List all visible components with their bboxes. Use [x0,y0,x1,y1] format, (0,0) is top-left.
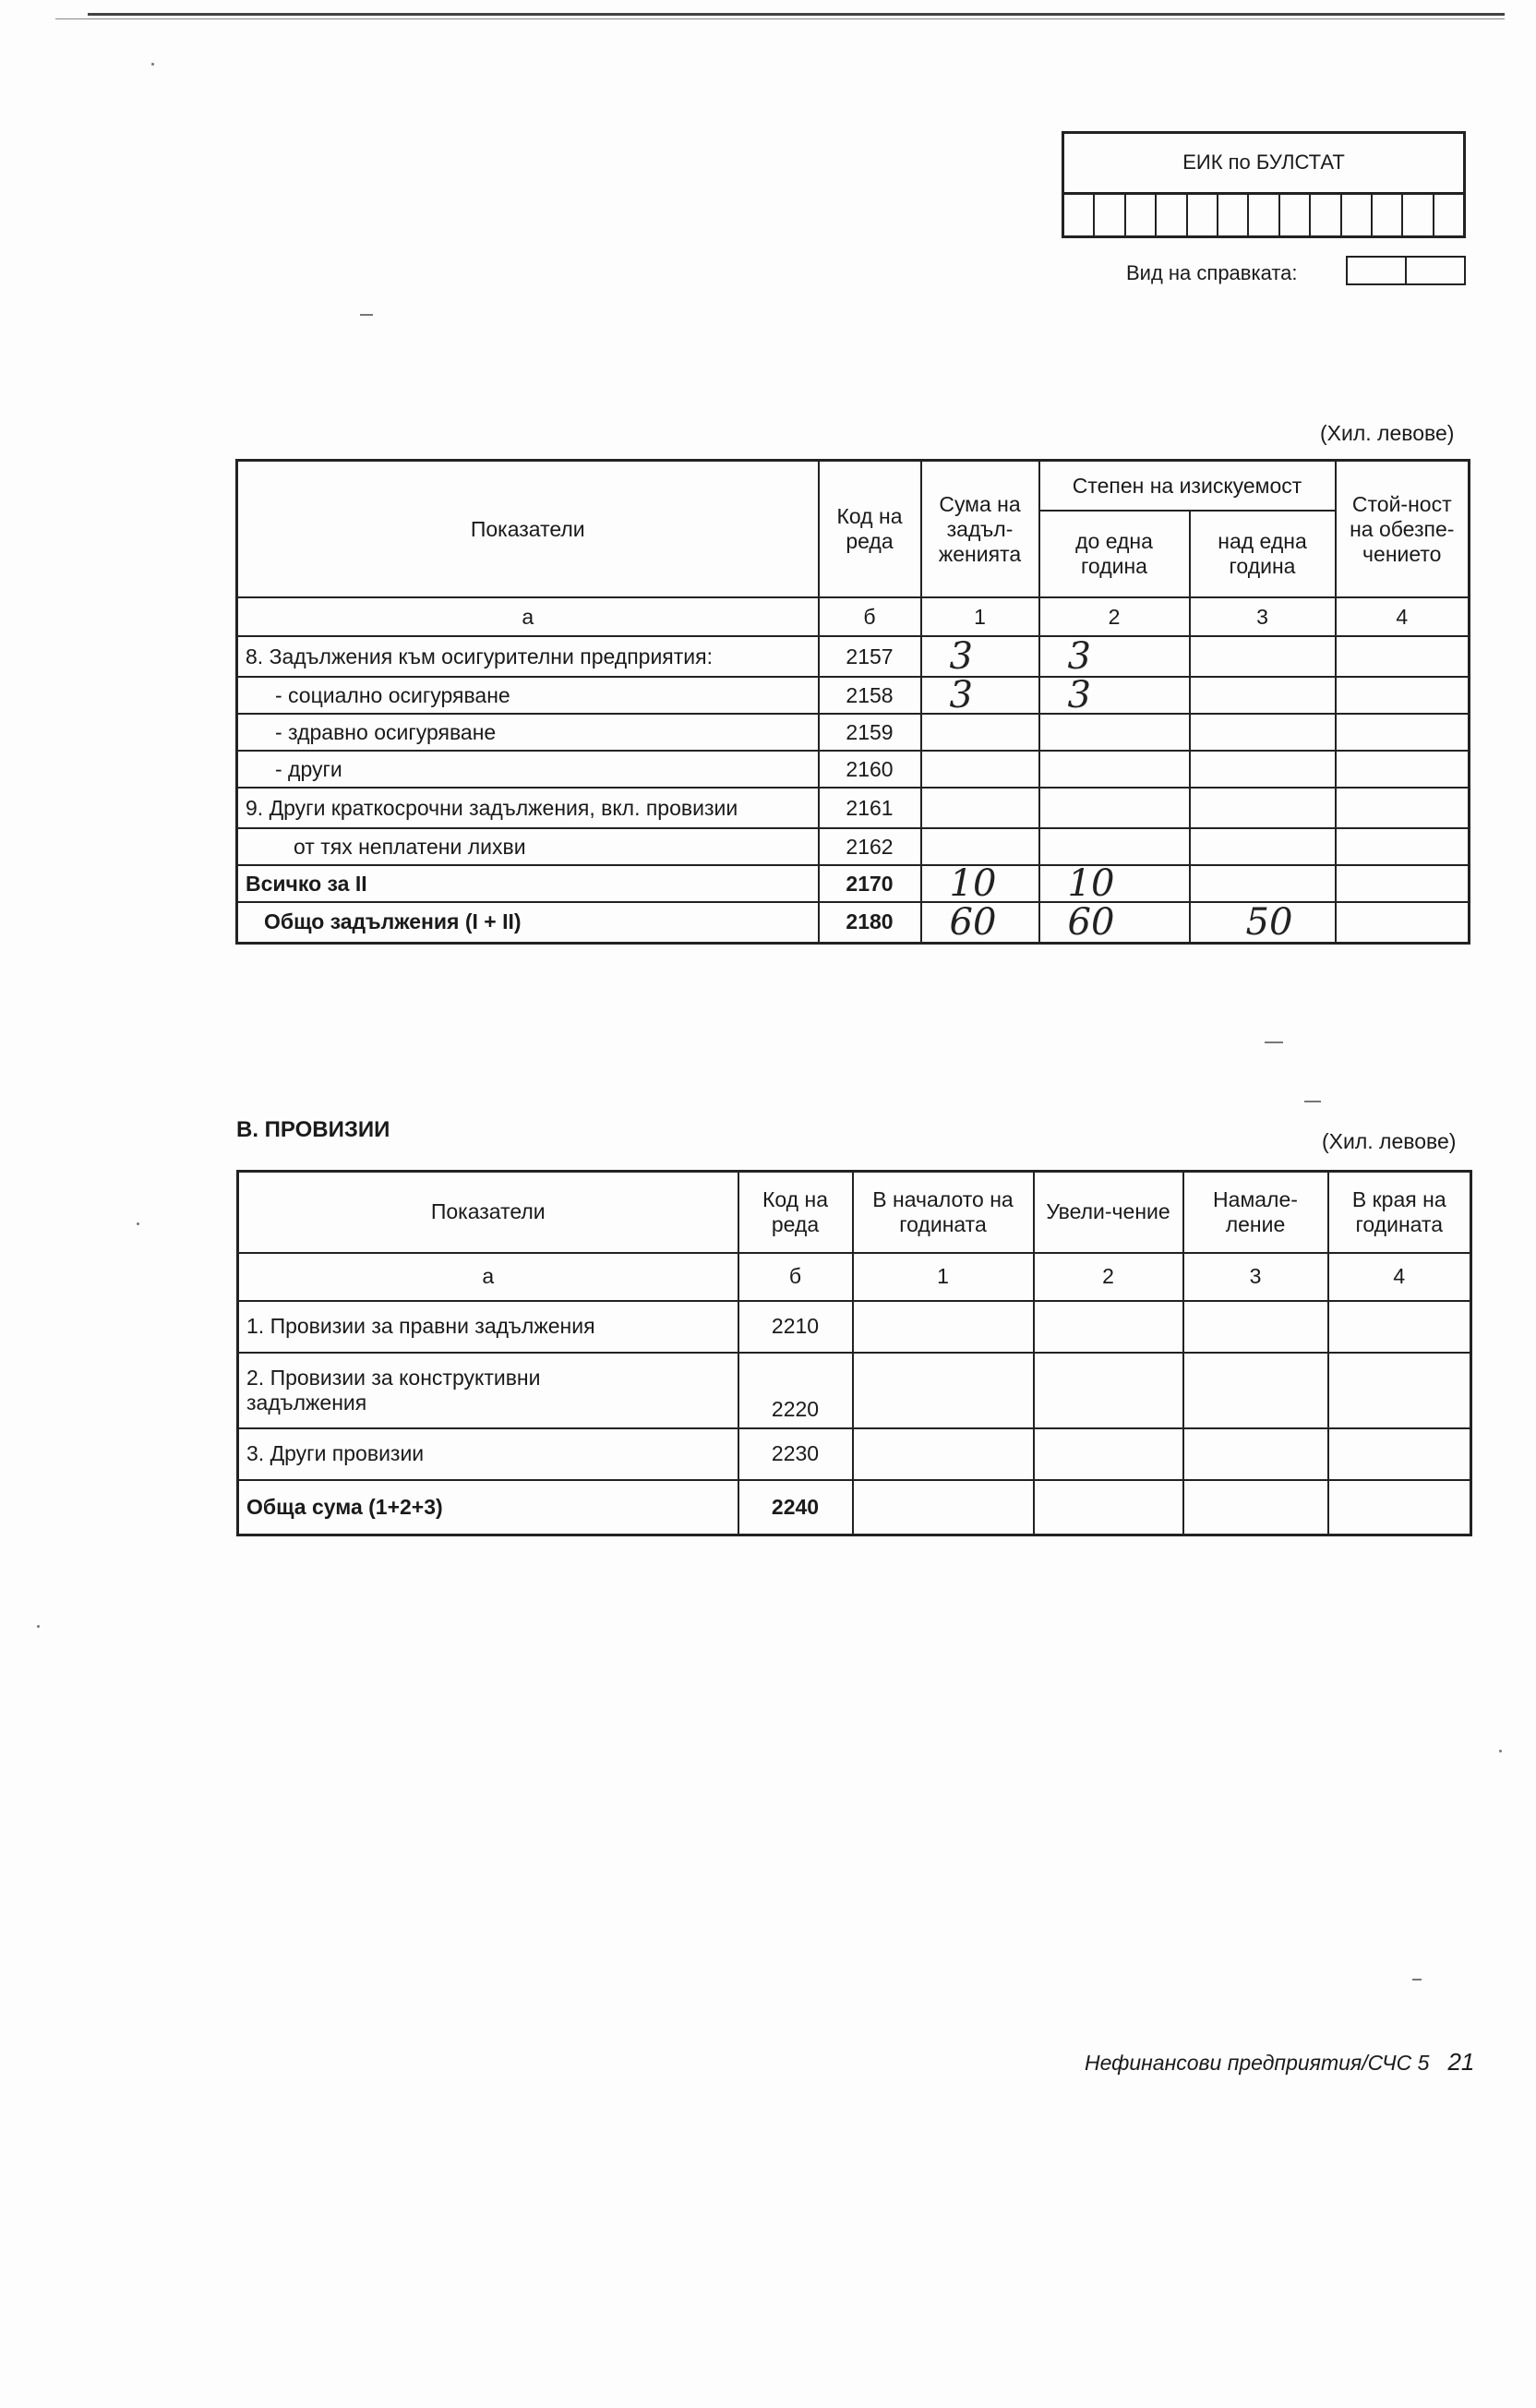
row-over-year[interactable] [1190,828,1336,865]
col-label: 2 [1039,597,1190,636]
row-over-year[interactable] [1190,788,1336,828]
row-code: 2157 [819,636,921,677]
header-indicators: Показатели [237,461,819,598]
row-sum[interactable] [921,751,1039,788]
row-collateral[interactable] [1336,714,1470,751]
row-label: 3. Други провизии [238,1428,738,1480]
row-over-year[interactable] [1190,714,1336,751]
row-end[interactable] [1328,1428,1471,1480]
row-label: - социално осигуряване [237,677,819,714]
table-row [237,677,1470,714]
col-label: 3 [1190,597,1336,636]
header-up-to-year: до една година [1039,511,1190,597]
scan-speck [37,1625,40,1628]
row-end[interactable] [1328,1353,1471,1428]
table1-unit: (Хил. левове) [1320,421,1455,445]
row-up-to-year[interactable] [1039,751,1190,788]
row-decrease[interactable] [1183,1301,1328,1353]
scan-speck [1265,1041,1283,1043]
header-collateral: Стой-ност на обезпе-чението [1336,461,1470,598]
table-row [238,1301,1471,1353]
header-end: В края на годината [1328,1172,1471,1253]
eik-box [1062,131,1466,238]
scan-speck [137,1222,139,1225]
row-decrease[interactable] [1183,1428,1328,1480]
row-sum[interactable] [921,714,1039,751]
col-label: а [237,597,819,636]
row-up-to-year[interactable]: 60 [1039,902,1190,943]
row-code: 2160 [819,751,921,788]
table-row [238,1480,1471,1535]
row-over-year[interactable] [1190,865,1336,902]
row-label: 9. Други краткосрочни задължения, вкл. провизии [237,788,819,828]
row-label: - други [237,751,819,788]
row-code: 2161 [819,788,921,828]
row-code: 2170 [819,865,921,902]
col-label: 4 [1328,1253,1471,1301]
scan-speck [1412,1979,1422,1981]
scan-speck [1499,1750,1502,1752]
top-rule [88,13,1505,16]
col-label: 4 [1336,597,1470,636]
scan-speck [151,63,154,66]
row-up-to-year[interactable]: 3 [1039,677,1190,714]
col-label: 2 [1034,1253,1183,1301]
row-decrease[interactable] [1183,1480,1328,1535]
row-label: - здравно осигуряване [237,714,819,751]
row-collateral[interactable] [1336,751,1470,788]
col-label: 1 [853,1253,1034,1301]
table-row [238,1353,1471,1428]
table-row [238,1428,1471,1480]
row-label: 2. Провизии за конструктивни задължения [238,1353,738,1428]
row-collateral[interactable] [1336,828,1470,865]
row-label: от тях неплатени лихви [237,828,819,865]
row-sum[interactable]: 3 [921,636,1039,677]
row-code: 2230 [738,1428,853,1480]
row-start[interactable] [853,1301,1034,1353]
table-row [237,865,1470,902]
footer-text: Нефинансови предприятия/СЧС 5 [1085,2051,1430,2075]
row-code: 2162 [819,828,921,865]
row-collateral[interactable] [1336,788,1470,828]
row-collateral[interactable] [1336,636,1470,677]
row-code: 2159 [819,714,921,751]
row-code: 2158 [819,677,921,714]
col-label: 3 [1183,1253,1328,1301]
row-collateral[interactable] [1336,677,1470,714]
row-sum[interactable]: 3 [921,677,1039,714]
vid-box[interactable] [1346,256,1466,285]
row-increase[interactable] [1034,1301,1183,1353]
table2-unit: (Хил. левове) [1322,1129,1457,1153]
row-over-year[interactable] [1190,636,1336,677]
row-decrease[interactable] [1183,1353,1328,1428]
table-row [237,636,1470,677]
row-increase[interactable] [1034,1480,1183,1535]
row-up-to-year[interactable]: 10 [1039,865,1190,902]
table-row [237,751,1470,788]
row-over-year[interactable]: 50 [1190,902,1336,943]
row-label: 1. Провизии за правни задължения [238,1301,738,1353]
row-over-year[interactable] [1190,677,1336,714]
row-code: 2180 [819,902,921,943]
col-label: а [238,1253,738,1301]
table-row [237,902,1470,943]
row-sum[interactable]: 60 [921,902,1039,943]
row-collateral[interactable] [1336,902,1470,943]
row-collateral[interactable] [1336,865,1470,902]
header-degree: Степен на изискуемост [1039,461,1336,512]
header-sum: Сума на задъл-женията [921,461,1039,598]
scan-speck [360,314,373,316]
provisions-table [236,1170,1472,1536]
col-label: 1 [921,597,1039,636]
row-code: 2210 [738,1301,853,1353]
header-code: Код на реда [738,1172,853,1253]
header-increase: Увели-чение [1034,1172,1183,1253]
section-title: В. ПРОВИЗИИ [236,1117,390,1142]
col-label: б [738,1253,853,1301]
row-up-to-year[interactable] [1039,788,1190,828]
row-label: Общо задължения (I + II) [237,902,819,943]
row-sum[interactable]: 10 [921,865,1039,902]
row-code: 2220 [738,1353,853,1428]
row-start[interactable] [853,1480,1034,1535]
row-start[interactable] [853,1428,1034,1480]
table-row [237,714,1470,751]
row-end[interactable] [1328,1301,1471,1353]
page-number: 21 [1447,2048,1475,2076]
row-increase[interactable] [1034,1428,1183,1480]
row-code: 2240 [738,1480,853,1535]
header-start: В началото на годината [853,1172,1034,1253]
row-increase[interactable] [1034,1353,1183,1428]
liabilities-table [235,459,1470,945]
top-rule-thin [55,18,1505,19]
col-label: б [819,597,921,636]
eik-label: ЕИК по БУЛСТАТ [1182,150,1345,174]
table-row [237,828,1470,865]
row-sum[interactable] [921,828,1039,865]
header-decrease: Намале-ление [1183,1172,1328,1253]
eik-cells[interactable] [1064,192,1463,235]
row-label: 8. Задължения към осигурителни предприятия: [237,636,819,677]
row-label: Всичко за II [237,865,819,902]
row-start[interactable] [853,1353,1034,1428]
vid-label: Вид на справката: [1126,261,1298,284]
row-sum[interactable] [921,788,1039,828]
header-code: Код на реда [819,461,921,598]
row-up-to-year[interactable] [1039,828,1190,865]
row-over-year[interactable] [1190,751,1336,788]
row-label: Обща сума (1+2+3) [238,1480,738,1535]
row-end[interactable] [1328,1480,1471,1535]
row-up-to-year[interactable]: 3 [1039,636,1190,677]
table-row [237,788,1470,828]
page-footer [1085,2048,1474,2077]
scan-speck [1304,1101,1321,1102]
header-over-year: над една година [1190,511,1336,597]
row-up-to-year[interactable] [1039,714,1190,751]
header-indicators: Показатели [238,1172,738,1253]
